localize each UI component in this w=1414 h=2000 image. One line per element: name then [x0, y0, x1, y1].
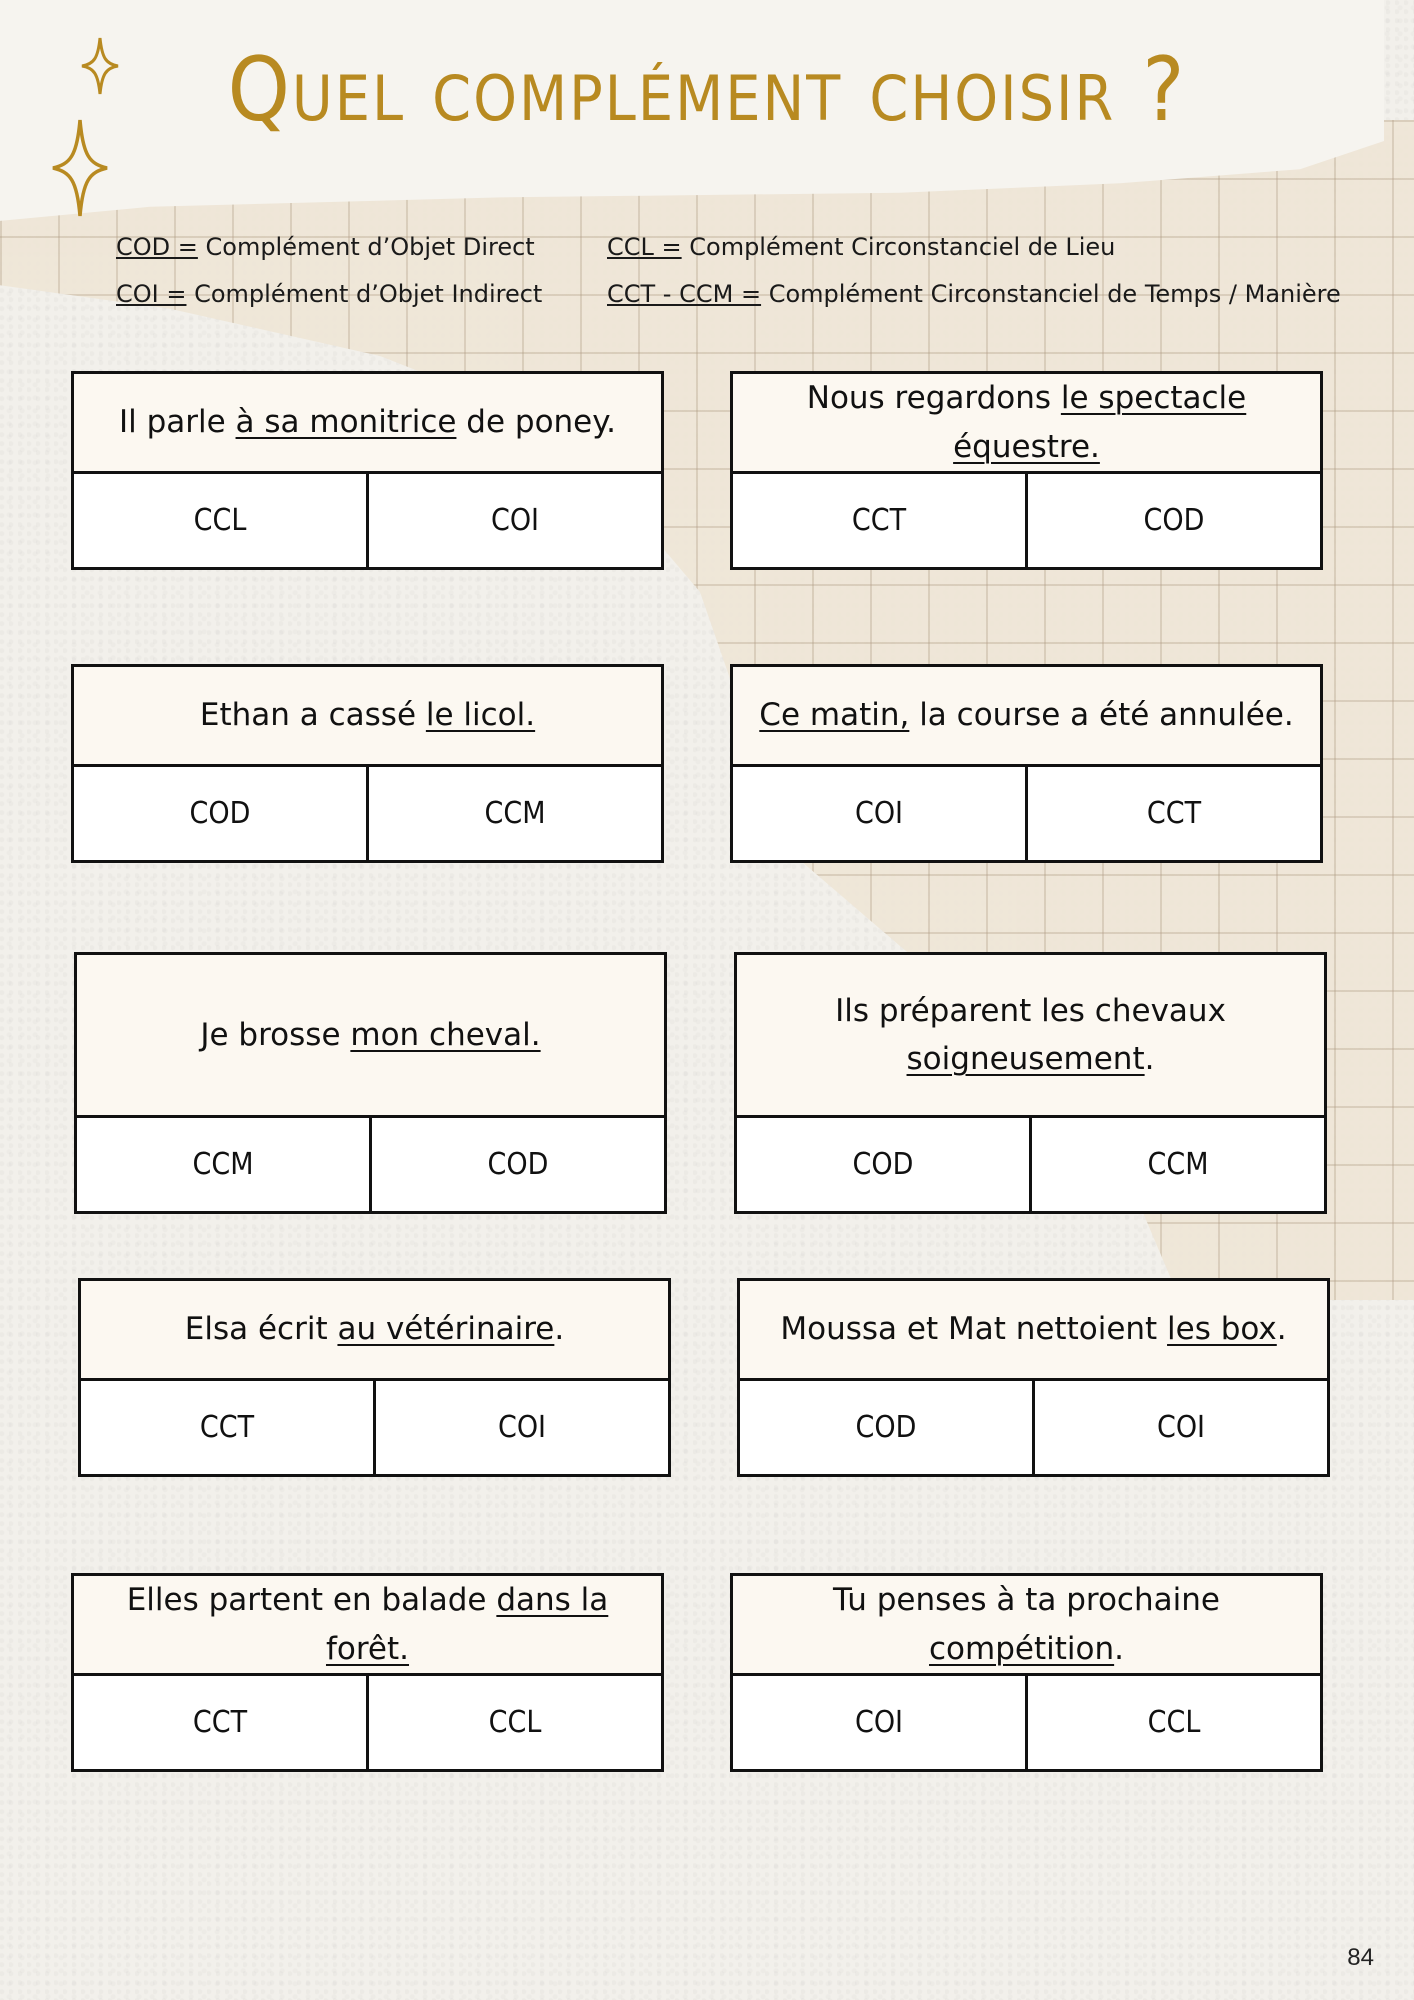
choice-button[interactable]: CCT — [192, 1705, 248, 1740]
choice-button[interactable]: COD — [369, 1118, 664, 1211]
sentence: Tu penses à ta prochaine compétition. — [733, 1576, 1320, 1676]
sentence: Je brosse mon cheval. — [77, 955, 664, 1118]
exercise-card — [74, 952, 667, 1214]
choice-button[interactable]: COI — [1032, 1381, 1327, 1474]
exercise-card — [71, 664, 664, 863]
sentence: Ethan a cassé le licol. — [74, 667, 661, 767]
exercise-card — [78, 1278, 671, 1477]
choice-button[interactable]: CCT — [851, 503, 907, 538]
page-title: Quel complément choisir ? — [227, 38, 1187, 141]
sentence: Moussa et Mat nettoient les box. — [740, 1281, 1327, 1381]
sentence: Nous regardons le spectacle équestre. — [733, 374, 1320, 474]
sentence: Ce matin, la course a été annulée. — [733, 667, 1320, 767]
sentence: Elles partent en balade dans la forêt. — [74, 1576, 661, 1676]
choice-button[interactable]: CCT — [1025, 767, 1320, 860]
sentence: Il parle à sa monitrice de poney. — [74, 374, 661, 474]
sentence: Elsa écrit au vétérinaire. — [81, 1281, 668, 1381]
choice-button[interactable]: CCL — [366, 1676, 661, 1769]
exercise-card — [737, 1278, 1330, 1477]
legend-coi: COI = Complément d’Objet Indirect — [116, 280, 543, 308]
choice-button[interactable]: CCM — [192, 1147, 254, 1182]
choice-button[interactable]: COI — [373, 1381, 668, 1474]
choice-button[interactable]: CCT — [199, 1410, 255, 1445]
choice-button[interactable]: COD — [189, 796, 251, 831]
exercise-card — [734, 952, 1327, 1214]
page-number: 84 — [1347, 1944, 1374, 1971]
choice-button[interactable]: CCL — [1025, 1676, 1320, 1769]
legend-cct-ccm: CCT - CCM = Complément Circonstanciel de Temps / Manière — [607, 280, 1341, 308]
exercise-card — [730, 664, 1323, 863]
choice-button[interactable]: COI — [366, 474, 661, 567]
choice-button[interactable]: COD — [855, 1410, 917, 1445]
choice-button[interactable]: COI — [854, 1705, 904, 1740]
exercise-card — [730, 371, 1323, 570]
choice-button[interactable]: CCM — [366, 767, 661, 860]
legend-cod: COD = Complément d’Objet Direct — [116, 233, 535, 261]
choice-button[interactable]: CCL — [193, 503, 247, 538]
exercise-card — [730, 1573, 1323, 1772]
choice-button[interactable]: COD — [1025, 474, 1320, 567]
choice-button[interactable]: CCM — [1029, 1118, 1324, 1211]
legend-ccl: CCL = Complément Circonstanciel de Lieu — [607, 233, 1116, 261]
choice-button[interactable]: COI — [854, 796, 904, 831]
choice-button[interactable]: COD — [852, 1147, 914, 1182]
sentence: Ils préparent les chevaux soigneusement. — [737, 955, 1324, 1118]
exercise-card — [71, 1573, 664, 1772]
exercise-card — [71, 371, 664, 570]
